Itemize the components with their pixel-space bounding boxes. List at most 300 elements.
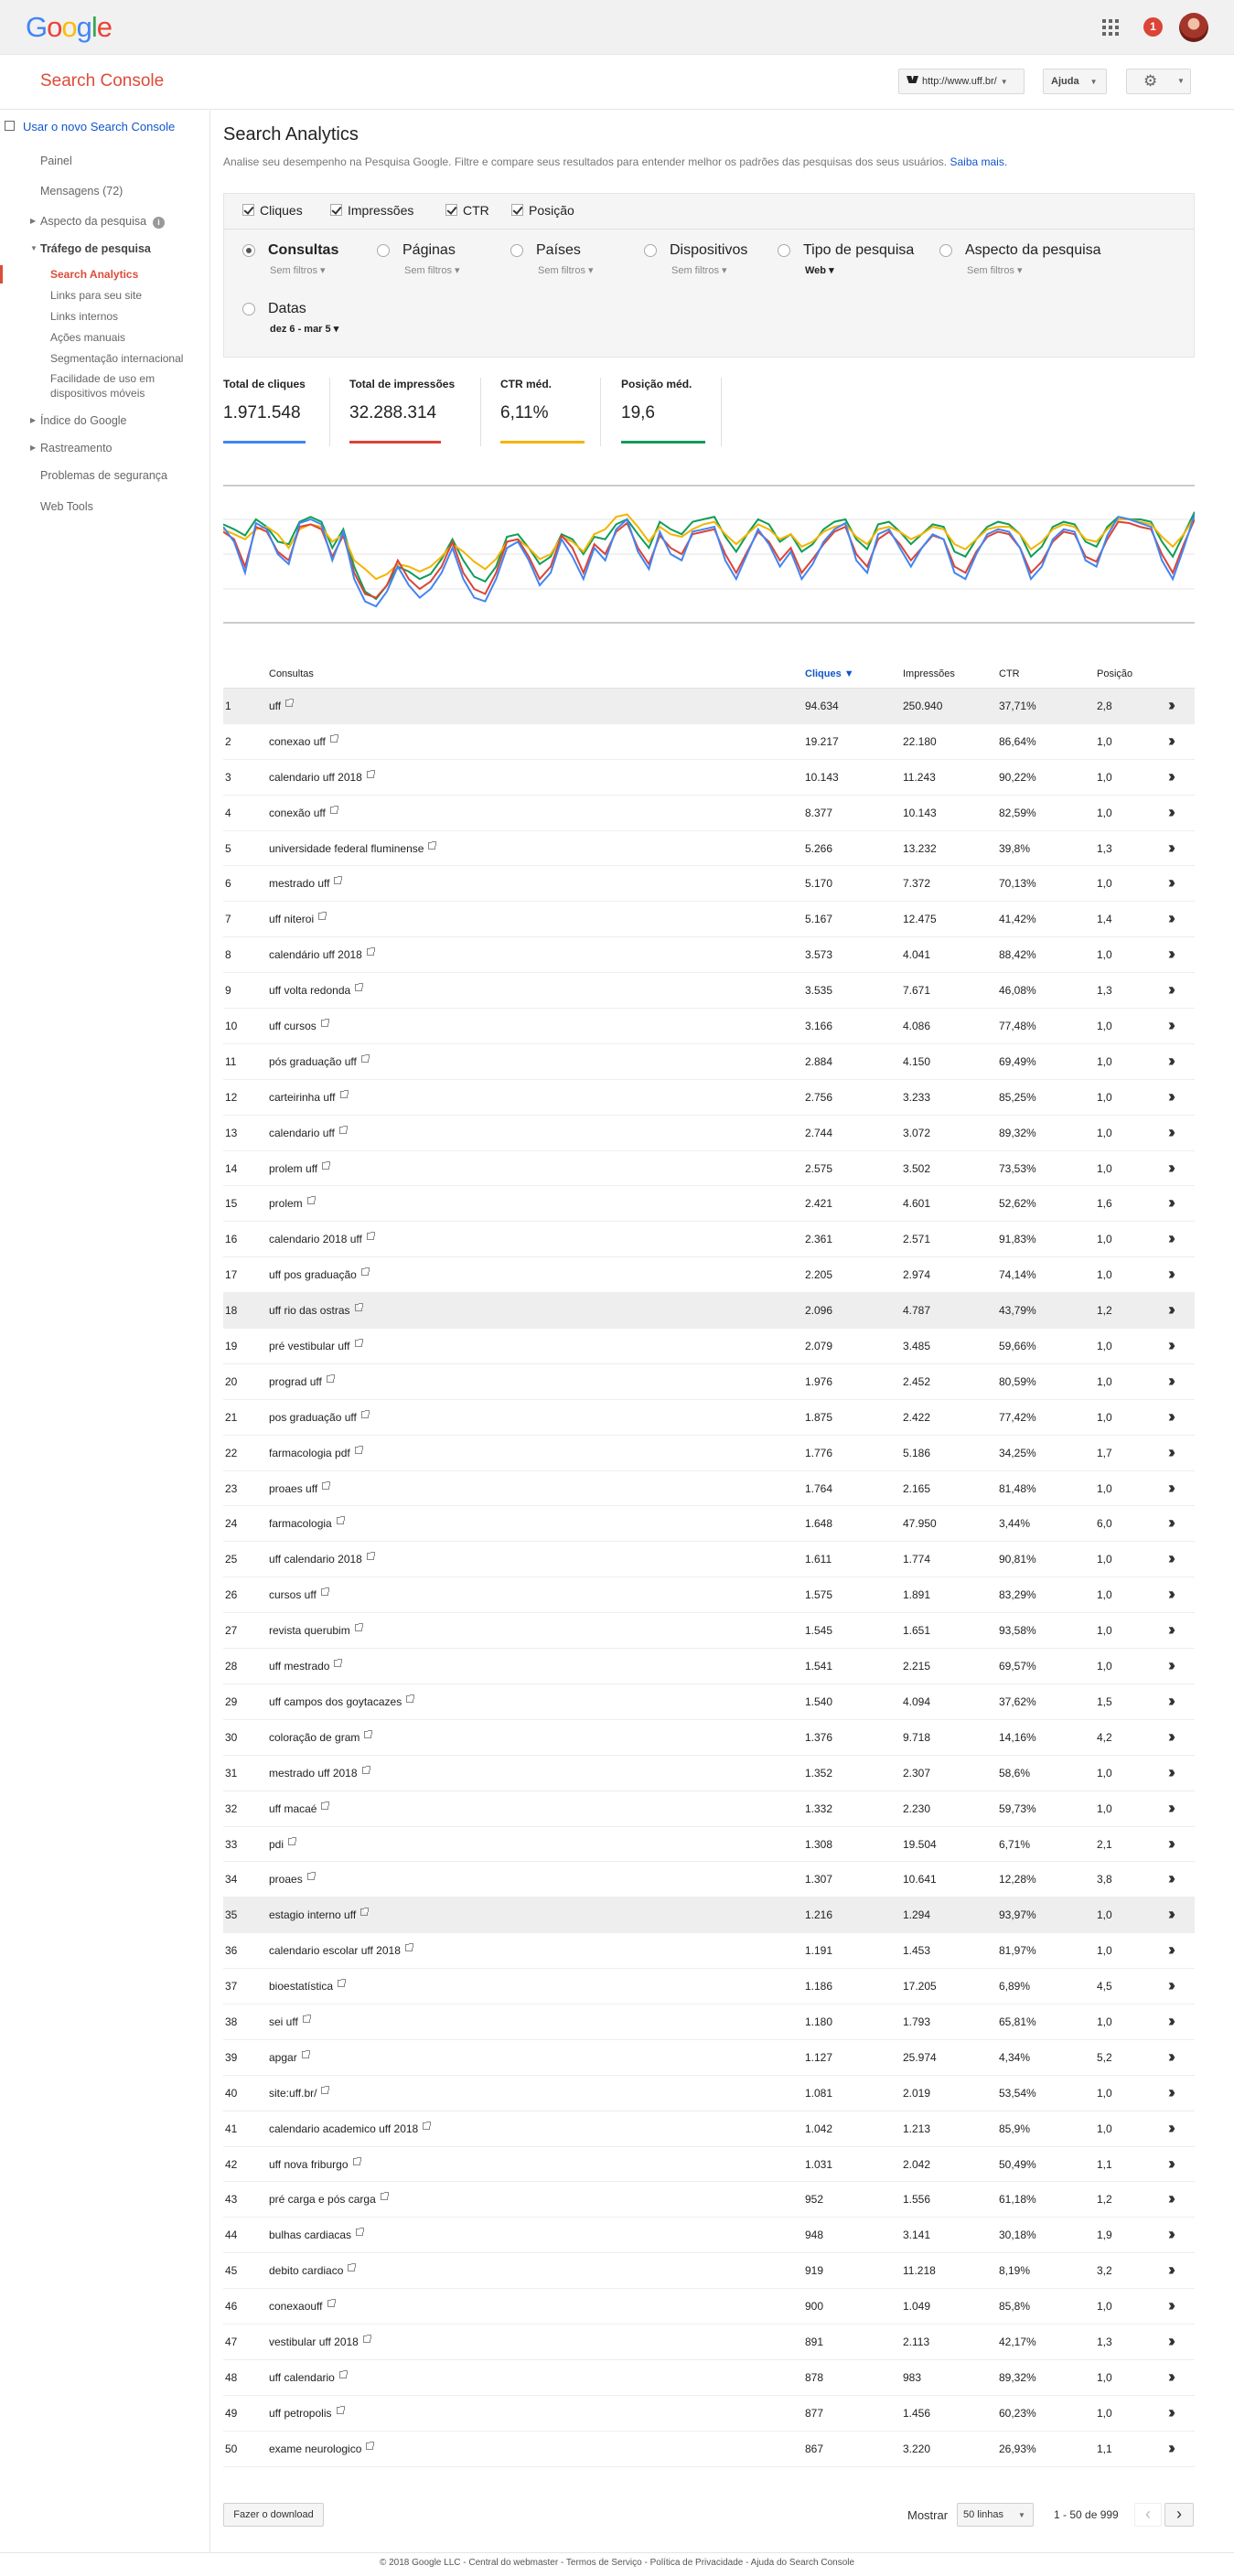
external-link-icon[interactable] [321,1020,328,1027]
row-expand-icon[interactable]: ›› [1168,1691,1172,1710]
query-cell[interactable]: revista querubim [269,1624,362,1637]
row-expand-icon[interactable]: ›› [1168,2154,1172,2173]
sidebar-subitem-search-analytics[interactable]: Search Analytics [50,268,139,281]
clicks-cell: 5.266 [805,841,833,855]
external-link-icon[interactable] [423,2122,430,2130]
table-row[interactable] [223,1506,1195,1542]
ctr-cell: 42,17% [999,2335,1036,2348]
external-link-icon[interactable] [339,2371,347,2378]
table-row[interactable] [223,2004,1195,2040]
clicks-cell: 1.648 [805,1517,833,1531]
row-expand-icon[interactable]: ›› [1168,1371,1172,1390]
query-cell[interactable]: calendario uff 2018 [269,771,374,784]
external-link-icon[interactable] [381,2193,388,2200]
query-cell[interactable]: bioestatística [269,1980,345,1993]
clicks-cell: 1.216 [805,1908,833,1922]
external-link-icon[interactable] [355,984,362,991]
external-link-icon[interactable] [322,1482,329,1490]
table-row[interactable] [223,1684,1195,1720]
query-cell[interactable]: uff calendario [269,2371,347,2384]
external-link-icon[interactable] [307,1197,315,1204]
sidebar-subitem-facilidade[interactable]: Facilidade de uso em dispositivos móveis [50,372,156,400]
external-link-icon[interactable] [340,1091,348,1098]
impressions-cell: 1.793 [903,2015,931,2028]
external-link-icon[interactable] [334,1660,341,1667]
external-link-icon[interactable] [285,700,293,707]
table-row[interactable] [223,1293,1195,1329]
filter-dropdown-tipo[interactable]: Web ▾ [805,265,834,276]
column-header-cliques[interactable]: Cliques ▼ [805,668,854,679]
external-link-icon[interactable] [337,1517,344,1524]
external-link-icon[interactable] [361,1268,369,1276]
site-selector[interactable] [898,69,1025,94]
table-row[interactable] [223,2360,1195,2396]
row-expand-icon[interactable]: ›› [1168,2082,1172,2101]
query-cell[interactable]: farmacologia [269,1517,344,1530]
table-row[interactable] [223,1649,1195,1684]
external-link-icon[interactable] [339,1127,347,1134]
external-link-icon[interactable] [334,877,341,884]
table-row[interactable] [223,831,1195,867]
row-number: 27 [225,1624,238,1638]
query-cell[interactable]: uff niteroi [269,913,326,925]
filter-dropdown-datas[interactable]: dez 6 - mar 5 ▾ [270,324,339,335]
row-expand-icon[interactable]: ›› [1168,1265,1172,1284]
table-row[interactable] [223,1044,1195,1080]
external-link-icon[interactable] [327,2300,335,2307]
query-cell[interactable]: uff cursos [269,1020,328,1032]
clicks-cell: 8.377 [805,806,833,819]
external-link-icon[interactable] [356,2229,363,2236]
query-cell[interactable]: calendario academico uff 2018 [269,2122,430,2135]
sidebar-subitem-links-site[interactable]: Links para seu site [50,289,143,302]
ctr-cell: 88,42% [999,948,1036,962]
apps-grid-icon[interactable] [1102,19,1119,36]
query-cell[interactable]: carteirinha uff [269,1091,348,1104]
sidebar-item-indice[interactable]: Índice do Google [40,414,127,427]
row-expand-icon[interactable]: ›› [1168,838,1172,857]
query-cell[interactable]: uff campos dos goytacazes [269,1695,413,1708]
ctr-cell: 89,32% [999,1126,1036,1139]
external-link-icon[interactable] [337,2407,344,2414]
sidebar-item-mensagens[interactable]: Mensagens (72) [40,185,123,198]
query-cell[interactable]: debito cardiaco [269,2264,355,2277]
row-expand-icon[interactable]: ›› [1168,1336,1172,1355]
query-cell[interactable]: calendario escolar uff 2018 [269,1944,413,1957]
query-cell[interactable]: uff volta redonda [269,984,362,997]
sidebar-subitem-segmentacao[interactable]: Segmentação internacional [50,352,184,365]
external-link-icon[interactable] [322,1162,329,1170]
row-expand-icon[interactable]: ›› [1168,1478,1172,1497]
table-row[interactable] [223,1222,1195,1257]
query-cell[interactable]: universidade federal fluminense [269,842,435,855]
query-cell[interactable]: mestrado uff 2018 [269,1767,370,1780]
row-expand-icon[interactable]: ›› [1168,1585,1172,1604]
external-link-icon[interactable] [355,1304,362,1311]
table-row[interactable] [223,2432,1195,2467]
column-header-consultas[interactable]: Consultas [269,668,314,679]
external-link-icon[interactable] [361,1055,369,1063]
position-cell: 1,0 [1097,2406,1112,2420]
info-icon[interactable]: i [153,217,165,229]
table-row[interactable] [223,1791,1195,1827]
row-number: 9 [225,984,231,998]
sidebar-item-aspecto[interactable]: Aspecto da pesquisa i [40,215,165,229]
query-cell[interactable]: uff rio das ostras [269,1304,362,1317]
query-cell[interactable]: bulhas cardiacas [269,2229,363,2241]
row-expand-icon[interactable]: ›› [1168,1869,1172,1888]
table-row[interactable] [223,2147,1195,2183]
table-row[interactable] [223,2325,1195,2360]
external-link-icon[interactable] [288,1838,295,1845]
table-row[interactable] [223,724,1195,760]
query-cell[interactable]: apgar [269,2051,309,2064]
query-cell[interactable]: coloração de gram [269,1731,371,1744]
impressions-cell: 2.019 [903,2086,931,2100]
query-cell[interactable]: proaes uff [269,1482,329,1495]
external-link-icon[interactable] [367,948,374,956]
impressions-cell: 22.180 [903,734,937,748]
external-link-icon[interactable] [348,2264,355,2271]
external-link-icon[interactable] [307,1873,315,1880]
row-expand-icon[interactable]: ›› [1168,1122,1172,1141]
position-cell: 1,0 [1097,806,1112,819]
help-button[interactable] [1043,69,1107,94]
filter-dropdown-consultas[interactable]: Sem filtros ▾ [270,265,326,276]
external-link-icon[interactable] [367,1233,374,1240]
row-expand-icon[interactable]: ›› [1168,2261,1172,2280]
radio[interactable] [939,244,952,257]
row-expand-icon[interactable]: ›› [1168,1656,1172,1675]
external-link-icon[interactable] [363,2336,370,2343]
row-expand-icon[interactable]: ›› [1168,1976,1172,1995]
row-expand-icon[interactable]: ›› [1168,2118,1172,2137]
external-link-icon[interactable] [367,771,374,778]
table-row[interactable] [223,1827,1195,1863]
query-cell[interactable]: proaes [269,1873,315,1886]
ctr-cell: 93,58% [999,1624,1036,1638]
ctr-cell: 69,57% [999,1660,1036,1673]
radio[interactable] [377,244,390,257]
table-row[interactable] [223,1577,1195,1613]
row-expand-icon[interactable]: ›› [1168,2367,1172,2386]
position-cell: 1,0 [1097,2086,1112,2100]
external-link-icon[interactable] [321,1588,328,1596]
table-row[interactable] [223,2218,1195,2253]
row-number: 16 [225,1233,238,1246]
query-cell[interactable]: pos graduação uff [269,1411,369,1424]
filter-dropdown-paginas[interactable]: Sem filtros ▾ [404,265,460,276]
ctr-cell: 50,49% [999,2157,1036,2171]
external-link-icon[interactable] [353,2158,360,2165]
row-expand-icon[interactable]: ›› [1168,1051,1172,1070]
external-link-icon[interactable] [405,1944,413,1951]
table-row[interactable] [223,689,1195,724]
query-cell[interactable]: sei uff [269,2015,310,2028]
table-row[interactable] [223,2289,1195,2325]
checkbox-cliques[interactable]: Cliques [242,203,303,218]
column-header-ctr[interactable]: CTR [999,668,1020,679]
external-link-icon[interactable] [321,1802,328,1810]
clicks-cell: 1.540 [805,1694,833,1708]
query-cell[interactable]: pré vestibular uff [269,1340,362,1352]
row-expand-icon[interactable]: ›› [1168,2438,1172,2457]
row-expand-icon[interactable]: ›› [1168,873,1172,893]
table-row[interactable] [223,2253,1195,2289]
table-row[interactable] [223,796,1195,831]
external-link-icon[interactable] [327,1375,334,1383]
product-title[interactable]: Search Console [40,71,165,91]
row-expand-icon[interactable]: ›› [1168,2189,1172,2208]
external-link-icon[interactable] [330,735,338,743]
rows-per-page-select[interactable]: 50 linhas ▼ [957,2503,1034,2527]
external-link-icon[interactable] [355,1447,362,1454]
row-expand-icon[interactable]: ›› [1168,1442,1172,1461]
row-expand-icon[interactable]: ›› [1168,1726,1172,1746]
query-cell[interactable]: calendario uff [269,1127,347,1139]
row-number: 13 [225,1126,238,1139]
external-link-icon[interactable] [360,1908,368,1916]
expand-arrow-icon[interactable]: ▶ [30,217,37,225]
table-row[interactable] [223,2076,1195,2111]
sidebar-item-problemas[interactable]: Problemas de segurança [40,469,167,482]
row-expand-icon[interactable]: ›› [1168,1549,1172,1568]
external-link-icon[interactable] [318,913,326,920]
external-link-icon[interactable] [338,1980,345,1987]
row-expand-icon[interactable]: ›› [1168,1229,1172,1248]
checkbox-ctr[interactable]: CTR [445,203,489,218]
chevron-down-icon: ▼ [1018,2511,1025,2519]
clicks-cell: 3.166 [805,1020,833,1033]
query-cell[interactable]: exame neurologico [269,2442,373,2455]
row-expand-icon[interactable]: ›› [1168,2225,1172,2244]
external-link-icon[interactable] [366,2442,373,2450]
table-row[interactable] [223,1151,1195,1187]
query-cell[interactable]: estagio interno uff [269,1908,368,1921]
row-expand-icon[interactable]: ›› [1168,1620,1172,1640]
performance-chart[interactable] [223,485,1195,624]
row-expand-icon[interactable]: ›› [1168,1513,1172,1533]
filter-dropdown-paises[interactable]: Sem filtros ▾ [538,265,594,276]
query-cell[interactable]: prolem uff [269,1162,329,1175]
table-row[interactable] [223,1436,1195,1471]
impressions-cell: 7.671 [903,984,931,998]
table-row[interactable] [223,937,1195,973]
external-link-icon[interactable] [321,2087,328,2094]
query-cell[interactable]: prograd uff [269,1375,334,1388]
table-row[interactable] [223,1471,1195,1507]
ctr-cell: 60,23% [999,2406,1036,2420]
query-cell[interactable]: uff nova friburgo [269,2158,360,2171]
table-row[interactable] [223,1542,1195,1577]
external-link-icon[interactable] [355,1340,362,1347]
radio[interactable] [242,303,255,315]
table-row[interactable] [223,1969,1195,2004]
table-row[interactable] [223,1257,1195,1293]
table-row[interactable] [223,2040,1195,2076]
query-cell[interactable]: site:uff.br/ [269,2087,328,2100]
sidebar-subitem-acoes-manuais[interactable]: Ações manuais [50,331,126,344]
external-link-icon[interactable] [362,1767,370,1774]
chart-series-posição [223,512,1195,599]
query-cell[interactable]: pós graduação uff [269,1055,369,1068]
row-expand-icon[interactable]: ›› [1168,980,1172,999]
column-header-posicao[interactable]: Posição [1097,668,1133,679]
table-row[interactable] [223,1933,1195,1969]
external-link-icon[interactable] [330,807,338,814]
row-expand-icon[interactable]: ›› [1168,1762,1172,1781]
external-link-icon[interactable] [428,842,435,850]
table-row[interactable] [223,2182,1195,2218]
sidebar-item-trafego[interactable]: Tráfego de pesquisa [40,242,151,255]
query-cell[interactable]: uff petropolis [269,2407,344,2420]
column-header-impressoes[interactable]: Impressões [903,668,955,679]
external-link-icon[interactable] [302,2051,309,2058]
notification-badge[interactable]: 1 [1143,17,1163,37]
impressions-cell: 3.141 [903,2229,931,2242]
sidebar-item-webtools[interactable]: Web Tools [40,500,93,513]
avatar[interactable] [1179,13,1208,42]
row-expand-icon[interactable]: ›› [1168,696,1172,714]
ctr-cell: 85,25% [999,1090,1036,1104]
learn-more-link[interactable]: Saiba mais. [950,155,1008,168]
row-expand-icon[interactable]: ›› [1168,909,1172,928]
checkbox-posicao[interactable]: Posição [511,203,574,218]
position-cell: 4,2 [1097,1730,1112,1744]
row-expand-icon[interactable]: ›› [1168,2331,1172,2350]
row-expand-icon[interactable]: ›› [1168,1406,1172,1426]
clicks-cell: 1.764 [805,1481,833,1495]
table-row[interactable] [223,1186,1195,1222]
query-cell[interactable]: uff macaé [269,1802,328,1815]
radio[interactable] [778,244,790,257]
query-cell[interactable]: farmacologia pdf [269,1447,362,1459]
row-number: 38 [225,2015,238,2028]
table-row[interactable] [223,1009,1195,1044]
row-expand-icon[interactable]: ›› [1168,1905,1172,1924]
query-cell[interactable]: pdi [269,1838,295,1851]
table-row[interactable] [223,902,1195,937]
table-row[interactable] [223,1329,1195,1364]
expand-arrow-icon[interactable]: ▶ [30,416,37,424]
row-expand-icon[interactable]: ›› [1168,1086,1172,1106]
query-cell[interactable]: conexão uff [269,807,338,819]
table-row[interactable] [223,1116,1195,1151]
radio[interactable] [510,244,523,257]
table-row[interactable] [223,2111,1195,2147]
external-link-icon[interactable] [367,1553,374,1560]
row-expand-icon[interactable]: ›› [1168,2047,1172,2066]
sidebar-subitem-links-internos[interactable]: Links internos [50,310,119,323]
checkbox-impressoes[interactable]: Impressões [330,203,413,218]
radio[interactable] [644,244,657,257]
table-row[interactable] [223,1720,1195,1756]
query-cell[interactable]: prolem [269,1197,315,1210]
query-cell[interactable]: pré carga e pós carga [269,2193,388,2206]
row-expand-icon[interactable]: ›› [1168,2402,1172,2421]
sidebar [0,111,210,2552]
row-expand-icon[interactable]: ›› [1168,1940,1172,1960]
table-row[interactable] [223,2396,1195,2432]
ctr-cell: 93,97% [999,1908,1036,1922]
row-expand-icon[interactable]: ›› [1168,2011,1172,2030]
clicks-cell: 2.884 [805,1054,833,1068]
position-cell: 1,0 [1097,1588,1112,1602]
row-expand-icon[interactable]: ›› [1168,731,1172,750]
query-cell[interactable]: conexaouff [269,2300,335,2313]
query-cell[interactable]: uff [269,700,293,712]
table-row[interactable] [223,1400,1195,1436]
row-expand-icon[interactable]: ›› [1168,802,1172,821]
table-row[interactable] [223,1364,1195,1400]
external-link-icon[interactable] [361,1411,369,1418]
next-page-button[interactable]: › [1164,2503,1194,2527]
query-cell[interactable]: calendário uff 2018 [269,948,374,961]
ctr-cell: 30,18% [999,2229,1036,2242]
row-expand-icon[interactable]: ›› [1168,945,1172,964]
row-number: 47 [225,2335,238,2348]
collapse-arrow-icon[interactable]: ▼ [30,244,38,252]
external-link-icon[interactable] [406,1695,413,1703]
table-row[interactable] [223,1756,1195,1791]
ctr-cell: 90,22% [999,770,1036,784]
row-expand-icon[interactable]: ›› [1168,1016,1172,1035]
filter-dropdown-aspecto[interactable]: Sem filtros ▾ [967,265,1023,276]
radio-selected[interactable] [242,244,255,257]
filter-dropdown-dispositivos[interactable]: Sem filtros ▾ [671,265,727,276]
table-row[interactable] [223,1862,1195,1897]
table-row[interactable] [223,760,1195,796]
query-cell[interactable]: mestrado uff [269,877,341,890]
table-row[interactable] [223,866,1195,902]
table-row[interactable] [223,1613,1195,1649]
impressions-cell: 4.787 [903,1304,931,1318]
download-button[interactable]: Fazer o download [223,2503,324,2527]
row-expand-icon[interactable]: ›› [1168,766,1172,786]
row-expand-icon[interactable]: ›› [1168,1798,1172,1817]
google-logo[interactable]: Google [26,11,113,43]
row-expand-icon[interactable]: ›› [1168,1193,1172,1213]
sidebar-new-console-link[interactable]: Usar o novo Search Console [23,120,175,134]
table-row[interactable] [223,1080,1195,1116]
sidebar-item-rastreamento[interactable]: Rastreamento [40,442,113,454]
sidebar-item-painel[interactable]: Painel [40,155,72,167]
query-cell[interactable]: vestibular uff 2018 [269,2336,370,2348]
query-cell[interactable]: uff calendario 2018 [269,1553,374,1566]
external-link-icon[interactable] [355,1624,362,1631]
table-row[interactable] [223,1897,1195,1933]
external-link-icon[interactable] [303,2015,310,2023]
query-cell[interactable]: uff mestrado [269,1660,341,1673]
expand-arrow-icon[interactable]: ▶ [30,444,37,452]
query-cell[interactable]: conexao uff [269,735,338,748]
table-row[interactable] [223,973,1195,1009]
query-cell[interactable]: calendario 2018 uff [269,1233,374,1245]
row-expand-icon[interactable]: ›› [1168,2296,1172,2315]
query-cell[interactable]: cursos uff [269,1588,328,1601]
clicks-cell: 2.575 [805,1161,833,1175]
row-expand-icon[interactable]: ›› [1168,1300,1172,1320]
external-link-icon[interactable] [364,1731,371,1738]
prev-page-button[interactable]: ‹ [1134,2503,1162,2527]
row-expand-icon[interactable]: ›› [1168,1833,1172,1853]
settings-button[interactable] [1126,69,1191,94]
row-number: 2 [225,734,231,748]
query-cell[interactable]: uff pos graduação [269,1268,369,1281]
row-expand-icon[interactable]: ›› [1168,1158,1172,1177]
position-cell: 1,0 [1097,1340,1112,1353]
position-cell: 1,0 [1097,734,1112,748]
